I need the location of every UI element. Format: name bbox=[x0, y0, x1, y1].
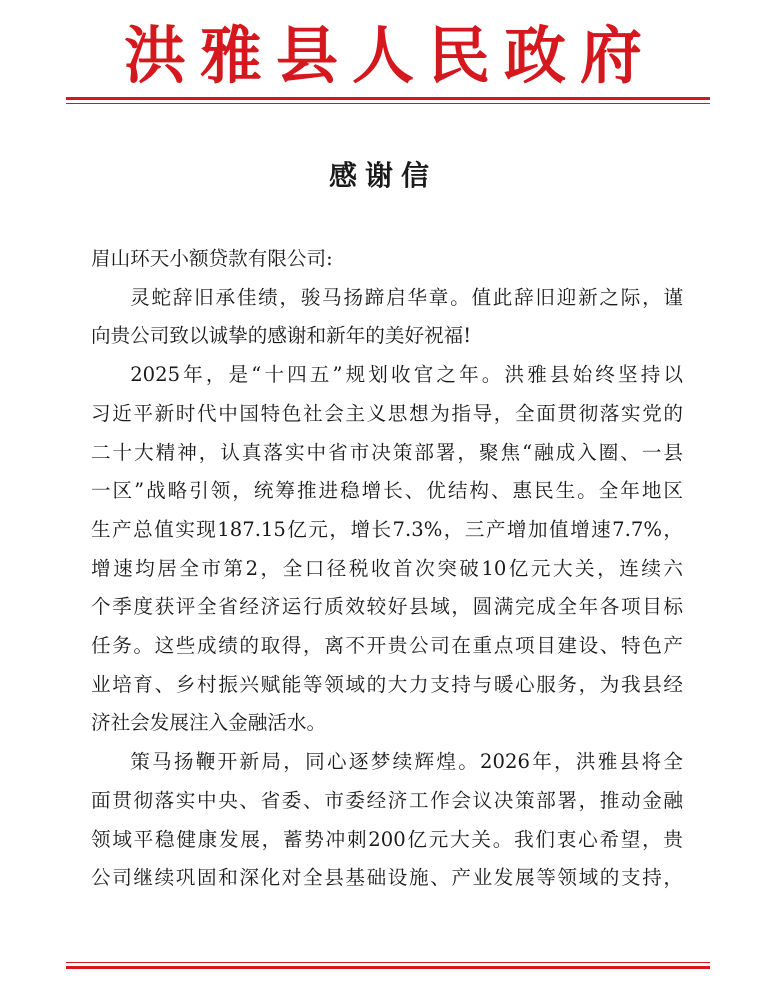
paragraph-line: 公司继续巩固和深化对全县基础设施、产业发展等领域的支持， bbox=[91, 866, 683, 890]
letterhead-title: 洪雅县人民政府 bbox=[123, 19, 656, 92]
paragraph-line: 一区”战略引领，统筹推进稳增长、优结构、惠民生。全年地区 bbox=[91, 479, 683, 503]
footer-rule-thick bbox=[66, 966, 710, 969]
paragraph-line: 面贯彻落实中央、省委、市委经济工作会议决策部署，推动金融 bbox=[91, 788, 683, 812]
salutation: 眉山环天小额贷款有限公司: bbox=[91, 247, 333, 270]
paragraph-line: 向贵公司致以诚挚的感谢和新年的美好祝福! bbox=[91, 324, 472, 348]
paragraph-line: 个季度获评全省经济运行质效较好县域，圆满完成全年各项目标 bbox=[91, 595, 683, 619]
paragraph-line: 领域平稳健康发展，蓄势冲刺200亿元大关。我们衷心希望，贵 bbox=[91, 827, 683, 851]
letter-body bbox=[91, 240, 683, 898]
document-title: 感谢信 bbox=[328, 159, 437, 192]
paragraph-line: 二十大精神，认真落实中省市决策部署，聚焦“融成入圈、一县 bbox=[91, 440, 683, 464]
paragraph-container bbox=[91, 279, 683, 898]
paragraph-line: 任务。这些成绩的取得，离不开贵公司在重点项目建设、特色产 bbox=[91, 634, 683, 658]
paragraph-line: 习近平新时代中国特色社会主义思想为指导，全面贯彻落实党的 bbox=[91, 401, 683, 425]
paragraph-line: 增速均居全市第2，全口径税收首次突破10亿元大关，连续六 bbox=[91, 556, 683, 580]
header-rule-thin bbox=[66, 103, 710, 104]
footer-rule-thin bbox=[66, 962, 710, 963]
paragraph-line: 灵蛇辞旧承佳绩，骏马扬蹄启华章。值此辞旧迎新之际，谨 bbox=[130, 285, 683, 309]
paragraph-line: 2025年，是“十四五”规划收官之年。洪雅县始终坚持以 bbox=[130, 363, 683, 387]
paragraph-line: 济社会发展注入金融活水。 bbox=[91, 711, 327, 735]
paragraph-line: 策马扬鞭开新局，同心逐梦续辉煌。2026年，洪雅县将全 bbox=[130, 750, 683, 774]
paragraph-line: 业培育、乡村振兴赋能等领域的大力支持与暖心服务，为我县经 bbox=[91, 672, 683, 696]
paragraph-line: 生产总值实现187.15亿元，增长7.3%，三产增加值增速7.7%， bbox=[91, 517, 683, 541]
header-rule-thick bbox=[66, 97, 710, 100]
